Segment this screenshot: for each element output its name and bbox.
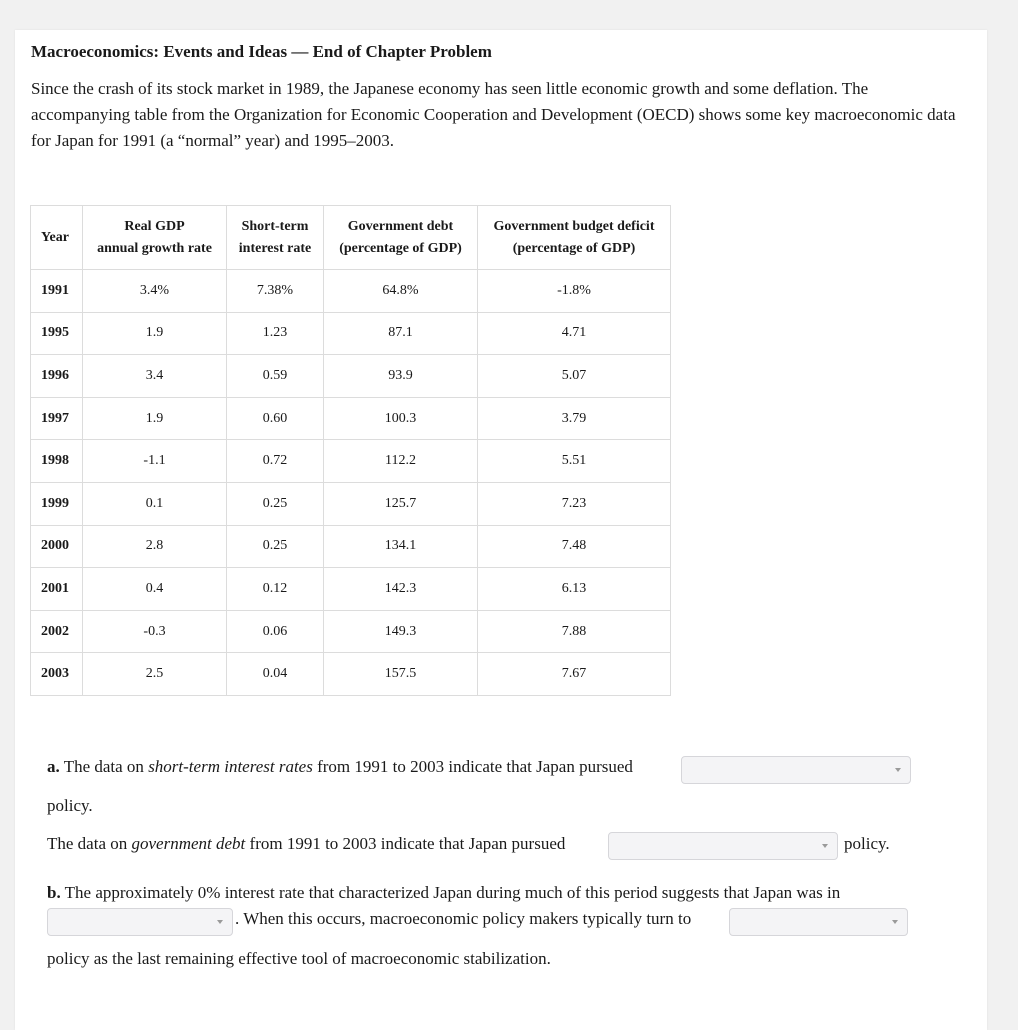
gdp-cell: 0.1 bbox=[83, 482, 227, 525]
budget-deficit-cell: 4.71 bbox=[478, 312, 671, 355]
question-b-line3: policy as the last remaining effective tool of macroeconomic stabilization. bbox=[47, 949, 551, 968]
table-row bbox=[31, 482, 671, 525]
chevron-down-icon bbox=[822, 844, 828, 848]
question-b-line2: . When this occurs, macroeconomic policy makers typically turn to bbox=[235, 909, 692, 928]
stabilization-policy-dropdown[interactable] bbox=[729, 908, 908, 936]
gdp-cell: 3.4 bbox=[83, 355, 227, 398]
intro-paragraph: Since the crash of its stock market in 1989, the Japanese economy has seen little economic growth and some deflation. The accompanying table from the Organization for Economic Cooperation and Development (OECD) shows some key macroeconomic data for Japan for 1991 (a “normal” year) and 1995–2003. bbox=[31, 79, 956, 150]
header-debt: Government debt (percentage of GDP) bbox=[324, 206, 478, 270]
gdp-cell: 0.4 bbox=[83, 568, 227, 611]
gdp-cell: 1.9 bbox=[83, 312, 227, 355]
gdp-cell: 2.5 bbox=[83, 653, 227, 696]
interest-rate-cell: 0.60 bbox=[227, 397, 324, 440]
budget-deficit-cell: 7.88 bbox=[478, 610, 671, 653]
interest-rate-cell: 0.25 bbox=[227, 482, 324, 525]
table-row bbox=[31, 270, 671, 313]
interest-rate-cell: 0.06 bbox=[227, 610, 324, 653]
question-a-line2-end: policy. bbox=[844, 834, 890, 853]
table-row bbox=[31, 440, 671, 483]
chevron-down-icon bbox=[895, 768, 901, 772]
table-row bbox=[31, 525, 671, 568]
macro-data-table bbox=[30, 205, 671, 696]
interest-rate-cell: 0.25 bbox=[227, 525, 324, 568]
header-gdp: Real GDP annual growth rate bbox=[83, 206, 227, 270]
year-cell: 2003 bbox=[31, 653, 83, 696]
year-cell: 2000 bbox=[31, 525, 83, 568]
interest-rate-cell: 0.59 bbox=[227, 355, 324, 398]
budget-deficit-cell: 6.13 bbox=[478, 568, 671, 611]
policy-dropdown-government-debt[interactable] bbox=[608, 832, 838, 860]
interest-rate-cell: 1.23 bbox=[227, 312, 324, 355]
interest-rate-cell: 0.72 bbox=[227, 440, 324, 483]
gdp-cell: -1.1 bbox=[83, 440, 227, 483]
chevron-down-icon bbox=[892, 920, 898, 924]
gdp-cell: -0.3 bbox=[83, 610, 227, 653]
budget-deficit-cell: 7.67 bbox=[478, 653, 671, 696]
government-debt-cell: 93.9 bbox=[324, 355, 478, 398]
interest-rate-cell: 0.12 bbox=[227, 568, 324, 611]
budget-deficit-cell: 5.07 bbox=[478, 355, 671, 398]
year-cell: 1999 bbox=[31, 482, 83, 525]
year-cell: 2002 bbox=[31, 610, 83, 653]
table-header-row bbox=[31, 206, 671, 270]
government-debt-cell: 64.8% bbox=[324, 270, 478, 313]
question-b-line1: b. The approximately 0% interest rate that characterized Japan during much of this period suggests that Japan was in bbox=[47, 883, 841, 902]
table-row bbox=[31, 312, 671, 355]
government-debt-cell: 149.3 bbox=[324, 610, 478, 653]
question-a-line1: a. The data on short-term interest rates from 1991 to 2003 indicate that Japan pursued bbox=[47, 757, 633, 776]
table-row bbox=[31, 397, 671, 440]
table-row bbox=[31, 355, 671, 398]
header-deficit: Government budget deficit (percentage of GDP) bbox=[478, 206, 671, 270]
budget-deficit-cell: 7.23 bbox=[478, 482, 671, 525]
table-row bbox=[31, 610, 671, 653]
interest-rate-cell: 7.38% bbox=[227, 270, 324, 313]
table-row bbox=[31, 568, 671, 611]
year-cell: 1998 bbox=[31, 440, 83, 483]
government-debt-cell: 157.5 bbox=[324, 653, 478, 696]
government-debt-cell: 134.1 bbox=[324, 525, 478, 568]
policy-dropdown-interest-rates[interactable] bbox=[681, 756, 911, 784]
government-debt-cell: 112.2 bbox=[324, 440, 478, 483]
header-interest: Short-term interest rate bbox=[227, 206, 324, 270]
page-title: Macroeconomics: Events and Ideas — End of Chapter Problem bbox=[31, 42, 492, 61]
year-cell: 2001 bbox=[31, 568, 83, 611]
interest-rate-cell: 0.04 bbox=[227, 653, 324, 696]
budget-deficit-cell: 3.79 bbox=[478, 397, 671, 440]
gdp-cell: 3.4% bbox=[83, 270, 227, 313]
problem-card bbox=[15, 30, 987, 1030]
gdp-cell: 2.8 bbox=[83, 525, 227, 568]
government-debt-cell: 87.1 bbox=[324, 312, 478, 355]
government-debt-cell: 125.7 bbox=[324, 482, 478, 525]
government-debt-cell: 142.3 bbox=[324, 568, 478, 611]
budget-deficit-cell: -1.8% bbox=[478, 270, 671, 313]
year-cell: 1996 bbox=[31, 355, 83, 398]
gdp-cell: 1.9 bbox=[83, 397, 227, 440]
header-year: Year bbox=[31, 206, 83, 270]
year-cell: 1997 bbox=[31, 397, 83, 440]
question-a-line2: The data on government debt from 1991 to 2003 indicate that Japan pursued bbox=[47, 834, 566, 853]
table-row bbox=[31, 653, 671, 696]
budget-deficit-cell: 5.51 bbox=[478, 440, 671, 483]
year-cell: 1991 bbox=[31, 270, 83, 313]
budget-deficit-cell: 7.48 bbox=[478, 525, 671, 568]
year-cell: 1995 bbox=[31, 312, 83, 355]
question-a-line1-end: policy. bbox=[47, 796, 93, 815]
condition-dropdown[interactable] bbox=[47, 908, 233, 936]
government-debt-cell: 100.3 bbox=[324, 397, 478, 440]
chevron-down-icon bbox=[217, 920, 223, 924]
